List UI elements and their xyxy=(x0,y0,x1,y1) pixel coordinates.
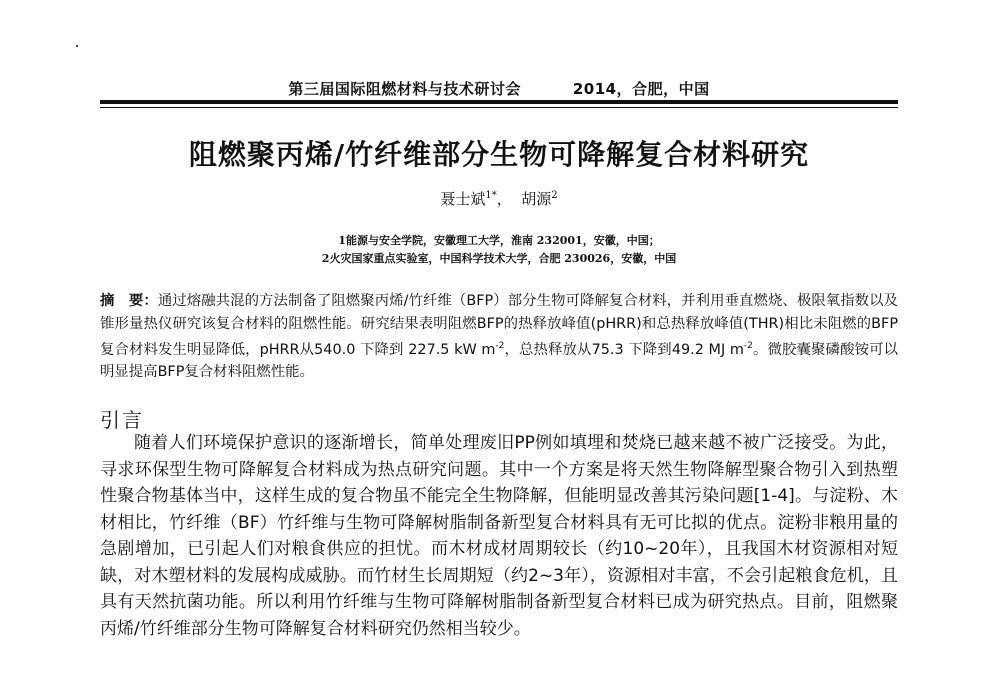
section-heading-intro: 引言 xyxy=(100,408,144,432)
author-separator: ， xyxy=(496,190,512,208)
paper-title: 阻燃聚丙烯/竹纤维部分生物可降解复合材料研究 xyxy=(188,138,810,171)
abstract-text-a: 通过熔融共混的方法制备了阻燃聚丙烯/竹纤维（BFP）部分生物可降解复合材料，并利用垂直燃烧、极限氧指数以及锥形量热仪研究该复合材料的阻燃性能。研究结果表明阻燃BFP的热释放峰值(pHRR)和总热释放峰值(THR)相比未阻燃的BFP复合材料发生明显降低，pHRR从540.0 下降到 227.5 kW m xyxy=(100,293,898,358)
affiliation-1: 1能源与安全学院，安徽理工大学，淮南 232001，安徽，中国； xyxy=(338,234,660,247)
abstract-sup-a: -2 xyxy=(495,341,505,351)
conference-header xyxy=(100,78,898,99)
affiliation-2: 2火灾国家重点实验室，中国科学技术大学，合肥 230026，安徽，中国 xyxy=(321,252,677,265)
conference-date-place: 2014，合肥，中国 xyxy=(572,80,710,98)
author-1-mark: 1* xyxy=(485,190,497,201)
scan-speck xyxy=(76,45,78,47)
author-1: 聂士斌 xyxy=(440,190,486,208)
conference-name: 第三届国际阻燃材料与技术研讨会 xyxy=(288,80,521,98)
abstract-text-c: 。微胶囊聚磷酸铵可以明显提高BFP复合材料阻燃性能。 xyxy=(100,341,898,381)
author-line xyxy=(100,188,898,209)
abstract xyxy=(100,290,898,384)
header-rule-thick xyxy=(100,100,898,104)
author-2-mark: 2 xyxy=(551,190,558,201)
abstract-sup-b: -2 xyxy=(743,341,753,351)
author-2: 胡源 xyxy=(521,190,552,208)
abstract-text-b: ，总热释放从75.3 下降到49.2 MJ m xyxy=(504,341,744,358)
abstract-label: 摘 要： xyxy=(100,293,158,309)
intro-paragraph: 随着人们环境保护意识的逐渐增长，简单处理废旧PP例如填埋和焚烧已越来越不被广泛接受。为此，寻求环保型生物可降解复合材料成为热点研究问题。其中一个方案是将天然生物降解型聚合物引入到热塑性聚合物基体当中，这样生成的复合物虽不能完全生物降解，但能明显改善其污染问题[1-4]。与淀粉、木材相比，竹纤维（BF）竹纤维与生物可降解树脂制备新型复合材料具有无可比拟的优点。淀粉非粮用量的急剧增加，已引起人们对粮食供应的担忧。而木材成材周期较长（约10~20年），且我国木材资源相对短缺，对木塑材料的发展构成威胁。而竹材生长周期短（约2~3年），资源相对丰富，不会引起粮食危机，且具有天然抗菌功能。所以利用竹纤维与生物可降解树脂制备新型复合材料已成为研究热点。目前，阻燃聚丙烯/竹纤维部分生物可降解复合材料研究仍然相当较少。 xyxy=(100,433,898,639)
header-rule-thin xyxy=(100,107,898,108)
